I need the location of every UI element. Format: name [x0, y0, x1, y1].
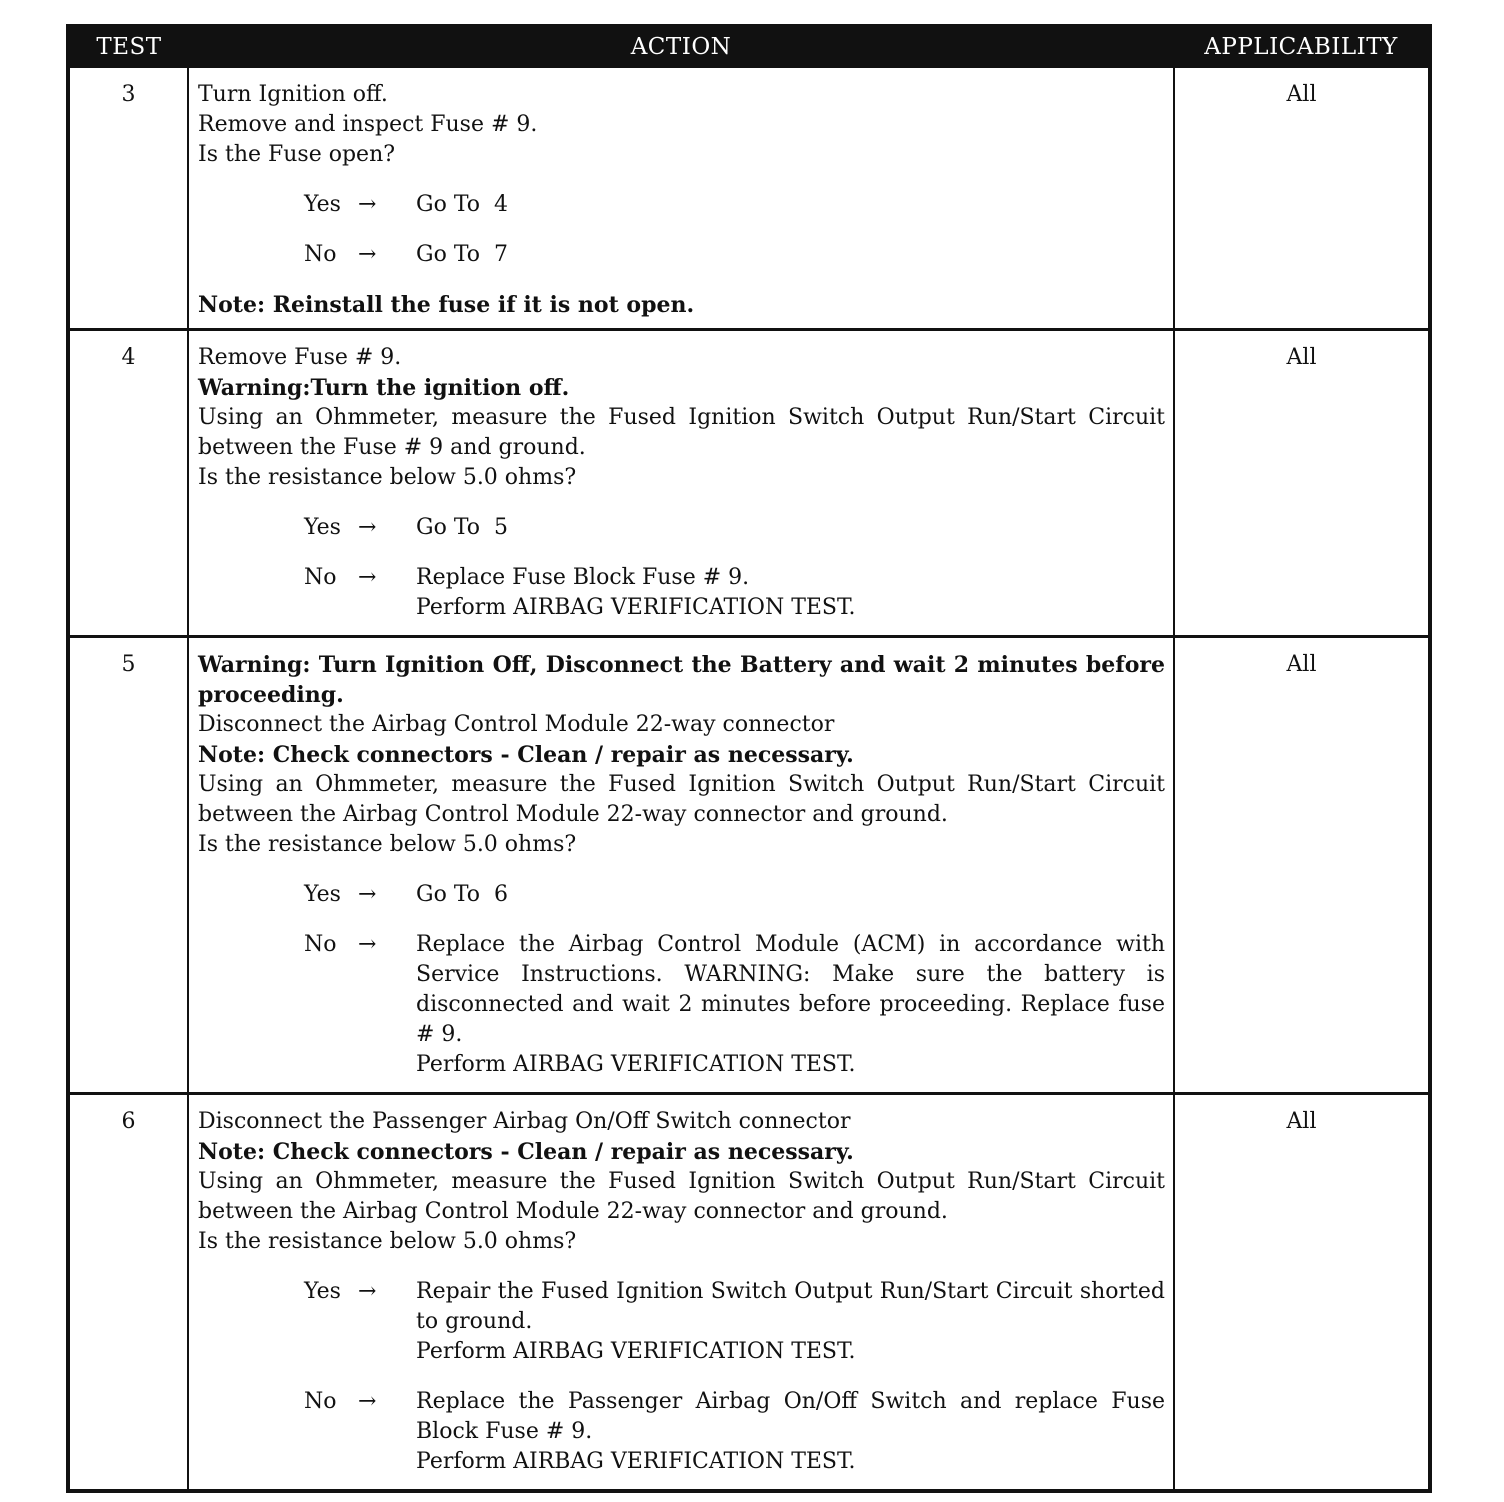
arrow-right-icon: →	[358, 882, 377, 907]
branch-instruction: Replace the Passenger Airbag On/Off Switch and replace Fuse Block Fuse # 9.	[416, 1389, 1165, 1444]
branch-text	[416, 930, 1165, 1080]
note-text: Note: Reinstall the fuse if it is not open.	[198, 292, 695, 318]
goto-target: 4	[494, 192, 509, 217]
warning-text: Warning: Turn Ignition Off, Disconnect the Battery and wait 2 minutes before proceeding.	[198, 652, 1165, 708]
branch-instruction: Perform AIRBAG VERIFICATION TEST.	[416, 1449, 856, 1474]
goto-text: Go To	[416, 515, 481, 540]
test-number: 6	[68, 1094, 188, 1492]
question-line: Is the resistance below 5.0 ohms?	[198, 465, 577, 490]
goto-reference	[416, 190, 1165, 220]
no-branch	[304, 930, 1165, 1080]
test-applicability: All	[1174, 67, 1430, 330]
goto-text: Go To	[416, 882, 481, 907]
goto-reference	[416, 880, 1165, 910]
question-line: Is the resistance below 5.0 ohms?	[198, 1229, 577, 1254]
diagnostic-test-table	[66, 24, 1432, 1493]
note-text: Note: Check connectors - Clean / repair as necessary.	[198, 1139, 854, 1165]
test-action	[188, 637, 1174, 1094]
goto-text: Go To	[416, 242, 481, 267]
test-action	[188, 330, 1174, 637]
goto-target: 5	[494, 515, 509, 540]
table-header-row	[68, 26, 1430, 67]
instruction-line: Remove and inspect Fuse # 9.	[198, 112, 538, 137]
branch-instruction: Replace Fuse Block Fuse # 9.	[416, 565, 750, 590]
instruction-line: Disconnect the Airbag Control Module 22-way connector	[198, 712, 835, 737]
instruction-line: Remove Fuse # 9.	[198, 345, 402, 370]
arrow-right-icon: →	[358, 1279, 377, 1304]
column-header-action: ACTION	[188, 26, 1174, 67]
arrow-right-icon: →	[358, 1389, 377, 1414]
yes-label: Yes	[304, 1279, 341, 1304]
no-branch	[304, 240, 1165, 270]
instruction-line: Using an Ohmmeter, measure the Fused Ignition Switch Output Run/Start Circuit between the Airbag Control Module 22-way connector and ground.	[198, 772, 1165, 827]
arrow-right-icon: →	[358, 932, 377, 957]
arrow-right-icon: →	[358, 565, 377, 590]
test-number: 3	[68, 67, 188, 330]
branch-instruction: Replace the Airbag Control Module (ACM) in accordance with Service Instructions. WARNING: Make sure the battery is disconnected and wait 2 minutes before proceeding. Replace fuse # 9.	[416, 932, 1165, 1047]
no-label: No	[304, 932, 337, 957]
instruction-line: Using an Ohmmeter, measure the Fused Ignition Switch Output Run/Start Circuit between the Fuse # 9 and ground.	[198, 405, 1165, 460]
yes-branch	[304, 513, 1165, 543]
test-number: 5	[68, 637, 188, 1094]
test-applicability: All	[1174, 1094, 1430, 1492]
no-label: No	[304, 242, 337, 267]
test-number: 4	[68, 330, 188, 637]
test-row-5	[68, 637, 1430, 1094]
arrow-right-icon: →	[358, 242, 377, 267]
test-row-4	[68, 330, 1430, 637]
instruction-line: Turn Ignition off.	[198, 82, 388, 107]
test-action	[188, 1094, 1174, 1492]
no-label: No	[304, 565, 337, 590]
branch-text	[416, 1387, 1165, 1477]
column-header-test: TEST	[68, 26, 188, 67]
branch-instruction: Repair the Fused Ignition Switch Output Run/Start Circuit shorted to ground.	[416, 1279, 1165, 1334]
goto-text: Go To	[416, 192, 481, 217]
branch-text	[416, 563, 1165, 623]
question-line: Is the Fuse open?	[198, 142, 396, 167]
yes-label: Yes	[304, 192, 341, 217]
arrow-right-icon: →	[358, 515, 377, 540]
yes-label: Yes	[304, 882, 341, 907]
instruction-line: Disconnect the Passenger Airbag On/Off Switch connector	[198, 1109, 851, 1134]
goto-reference	[416, 240, 1165, 270]
yes-label: Yes	[304, 515, 341, 540]
warning-text: Warning:Turn the ignition off.	[198, 375, 570, 401]
goto-reference	[416, 513, 1165, 543]
yes-branch	[304, 880, 1165, 910]
no-branch	[304, 563, 1165, 623]
branch-instruction: Perform AIRBAG VERIFICATION TEST.	[416, 1052, 856, 1077]
yes-branch	[304, 190, 1165, 220]
arrow-right-icon: →	[358, 192, 377, 217]
test-applicability: All	[1174, 330, 1430, 637]
test-applicability: All	[1174, 637, 1430, 1094]
goto-target: 6	[494, 882, 509, 907]
test-row-3	[68, 67, 1430, 330]
column-header-applicability: APPLICABILITY	[1174, 26, 1430, 67]
branch-instruction: Perform AIRBAG VERIFICATION TEST.	[416, 595, 856, 620]
no-label: No	[304, 1389, 337, 1414]
no-branch	[304, 1387, 1165, 1477]
goto-target: 7	[494, 242, 509, 267]
branch-text	[416, 1277, 1165, 1367]
test-row-6	[68, 1094, 1430, 1492]
instruction-line: Using an Ohmmeter, measure the Fused Ignition Switch Output Run/Start Circuit between the Airbag Control Module 22-way connector and ground.	[198, 1169, 1165, 1224]
question-line: Is the resistance below 5.0 ohms?	[198, 832, 577, 857]
note-text: Note: Check connectors - Clean / repair as necessary.	[198, 742, 854, 768]
test-action	[188, 67, 1174, 330]
branch-instruction: Perform AIRBAG VERIFICATION TEST.	[416, 1339, 856, 1364]
yes-branch	[304, 1277, 1165, 1367]
